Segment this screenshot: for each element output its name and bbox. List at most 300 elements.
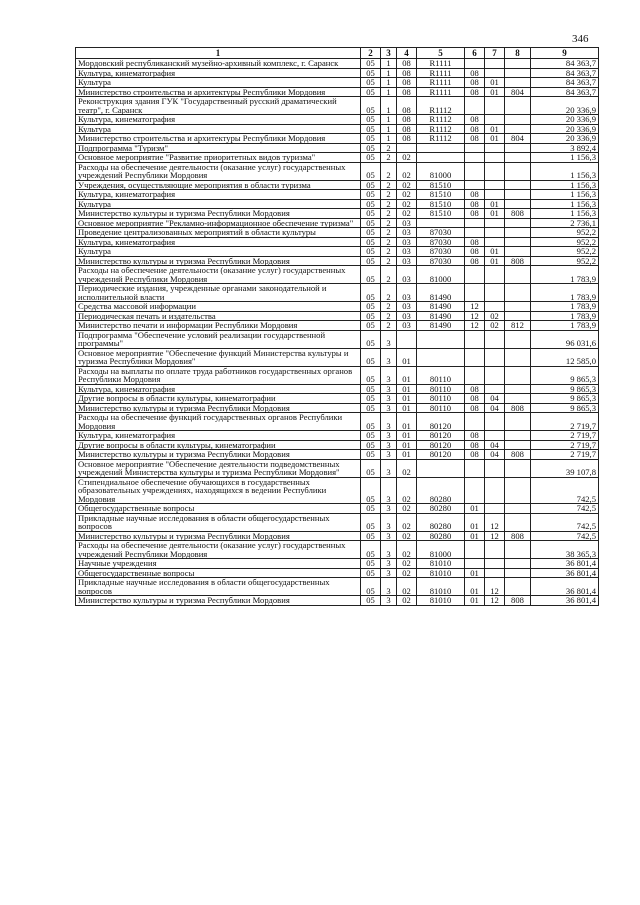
column-header: 6 — [465, 48, 485, 59]
code-col-8: 812 — [505, 321, 531, 331]
code-col-8 — [505, 218, 531, 228]
code-col-7 — [485, 284, 505, 302]
code-col-5: 80110 — [417, 394, 465, 404]
row-name: Общегосударственные вопросы — [76, 504, 361, 514]
row-name: Министерство культуры и туризма Республики Мордовия — [76, 256, 361, 266]
table-row — [76, 431, 599, 441]
table-row — [76, 504, 599, 514]
code-col-2: 05 — [361, 256, 381, 266]
code-col-6: 01 — [465, 513, 485, 531]
code-col-8 — [505, 143, 531, 153]
amount: 1 156,3 — [531, 180, 599, 190]
code-col-5: R1112 — [417, 97, 465, 115]
amount: 1 156,3 — [531, 153, 599, 163]
code-col-8 — [505, 541, 531, 559]
code-col-4: 02 — [397, 541, 417, 559]
row-name: Прикладные научные исследования в области общегосударственных вопросов — [76, 578, 361, 596]
code-col-3: 1 — [381, 124, 397, 134]
code-col-3: 3 — [381, 366, 397, 384]
code-col-2: 05 — [361, 284, 381, 302]
code-col-4: 02 — [397, 459, 417, 477]
amount: 96 031,6 — [531, 330, 599, 348]
code-col-3: 3 — [381, 459, 397, 477]
column-header: 1 — [76, 48, 361, 59]
code-col-5: 81510 — [417, 190, 465, 200]
code-col-8 — [505, 348, 531, 366]
table-row — [76, 459, 599, 477]
code-col-4: 02 — [397, 504, 417, 514]
budget-table — [75, 47, 599, 606]
code-col-4: 08 — [397, 87, 417, 97]
amount: 20 336,9 — [531, 124, 599, 134]
row-name: Расходы на обеспечение деятельности (оказание услуг) государственных учреждений Республики Мордовия — [76, 541, 361, 559]
amount: 1 156,3 — [531, 209, 599, 219]
table-row — [76, 247, 599, 257]
code-col-8 — [505, 97, 531, 115]
code-col-6 — [465, 143, 485, 153]
code-col-4: 01 — [397, 450, 417, 460]
code-col-8: 808 — [505, 531, 531, 541]
code-col-8: 804 — [505, 134, 531, 144]
code-col-5 — [417, 459, 465, 477]
column-header: 2 — [361, 48, 381, 59]
code-col-4: 01 — [397, 413, 417, 431]
code-col-3: 3 — [381, 330, 397, 348]
code-col-3: 3 — [381, 403, 397, 413]
row-name: Другие вопросы в области культуры, кинематографии — [76, 394, 361, 404]
code-col-8: 808 — [505, 209, 531, 219]
amount: 1 156,3 — [531, 199, 599, 209]
code-col-4: 02 — [397, 531, 417, 541]
code-col-2: 05 — [361, 162, 381, 180]
code-col-8 — [505, 302, 531, 312]
code-col-2: 05 — [361, 59, 381, 69]
code-col-8 — [505, 578, 531, 596]
code-col-4: 02 — [397, 513, 417, 531]
code-col-4: 08 — [397, 78, 417, 88]
code-col-2: 05 — [361, 237, 381, 247]
row-name: Проведение централизованных мероприятий в области культуры — [76, 228, 361, 238]
table-row — [76, 266, 599, 284]
code-col-3: 2 — [381, 311, 397, 321]
column-header: 8 — [505, 48, 531, 59]
code-col-4: 01 — [397, 384, 417, 394]
code-col-6: 08 — [465, 403, 485, 413]
amount: 12 585,0 — [531, 348, 599, 366]
code-col-3: 3 — [381, 596, 397, 606]
code-col-8 — [505, 78, 531, 88]
code-col-8 — [505, 568, 531, 578]
code-col-5: 81510 — [417, 199, 465, 209]
code-col-2: 05 — [361, 143, 381, 153]
code-col-3: 1 — [381, 78, 397, 88]
code-col-5 — [417, 348, 465, 366]
code-col-2: 05 — [361, 431, 381, 441]
code-col-8: 808 — [505, 256, 531, 266]
table-row — [76, 190, 599, 200]
row-name: Общегосударственные вопросы — [76, 568, 361, 578]
row-name: Расходы на обеспечение деятельности (оказание услуг) государственных учреждений Республики Мордовия — [76, 266, 361, 284]
code-col-4: 02 — [397, 477, 417, 504]
row-name: Основное мероприятие "Обеспечение деятельности подведомственных учреждений Министерства культуры и туризма Республики Мордовия" — [76, 459, 361, 477]
row-name: Периодическая печать и издательства — [76, 311, 361, 321]
code-col-4: 02 — [397, 199, 417, 209]
code-col-5: R1112 — [417, 115, 465, 125]
table-row — [76, 330, 599, 348]
row-name: Основное мероприятие "Рекламно-информационное обеспечение туризма" — [76, 218, 361, 228]
code-col-6 — [465, 330, 485, 348]
code-col-5: R1112 — [417, 134, 465, 144]
table-row — [76, 541, 599, 559]
code-col-3: 3 — [381, 568, 397, 578]
code-col-5: 81010 — [417, 559, 465, 569]
row-name: Научные учреждения — [76, 559, 361, 569]
amount: 742,5 — [531, 477, 599, 504]
code-col-4: 03 — [397, 311, 417, 321]
code-col-3: 3 — [381, 541, 397, 559]
code-col-5: 81010 — [417, 578, 465, 596]
code-col-4: 01 — [397, 348, 417, 366]
code-col-5: 81000 — [417, 541, 465, 559]
code-col-2: 05 — [361, 87, 381, 97]
amount: 2 719,7 — [531, 440, 599, 450]
code-col-6: 08 — [465, 78, 485, 88]
code-col-7: 01 — [485, 209, 505, 219]
row-name: Министерство культуры и туризма Республики Мордовия — [76, 531, 361, 541]
code-col-5 — [417, 143, 465, 153]
code-col-4: 08 — [397, 134, 417, 144]
code-col-5: R1111 — [417, 78, 465, 88]
code-col-5: 87030 — [417, 247, 465, 257]
code-col-6: 12 — [465, 311, 485, 321]
amount: 742,5 — [531, 531, 599, 541]
code-col-8 — [505, 513, 531, 531]
code-col-3: 1 — [381, 68, 397, 78]
code-col-6 — [465, 162, 485, 180]
code-col-5: R1111 — [417, 87, 465, 97]
code-col-4: 02 — [397, 190, 417, 200]
code-col-7: 01 — [485, 78, 505, 88]
code-col-6 — [465, 366, 485, 384]
code-col-6: 01 — [465, 596, 485, 606]
row-name: Культура, кинематография — [76, 384, 361, 394]
table-row — [76, 237, 599, 247]
code-col-3: 2 — [381, 284, 397, 302]
code-col-3: 2 — [381, 190, 397, 200]
code-col-6 — [465, 541, 485, 559]
row-name: Стипендиальное обеспечение обучающихся в государственных образовательных учреждениях, находящихся в ведении Республики Мордовия — [76, 477, 361, 504]
code-col-2: 05 — [361, 153, 381, 163]
code-col-2: 05 — [361, 403, 381, 413]
code-col-6: 08 — [465, 134, 485, 144]
amount: 952,2 — [531, 228, 599, 238]
code-col-7 — [485, 115, 505, 125]
code-col-2: 05 — [361, 190, 381, 200]
code-col-5: 81490 — [417, 311, 465, 321]
amount: 20 336,9 — [531, 97, 599, 115]
row-name: Министерство культуры и туризма Республики Мордовия — [76, 403, 361, 413]
code-col-3: 1 — [381, 115, 397, 125]
code-col-5: 81490 — [417, 284, 465, 302]
row-name: Культура, кинематография — [76, 115, 361, 125]
code-col-2: 05 — [361, 596, 381, 606]
amount: 1 783,9 — [531, 321, 599, 331]
code-col-7: 04 — [485, 440, 505, 450]
code-col-5: 80120 — [417, 431, 465, 441]
code-col-2: 05 — [361, 504, 381, 514]
table-row — [76, 59, 599, 69]
code-col-3: 2 — [381, 218, 397, 228]
code-col-6: 08 — [465, 68, 485, 78]
table-row — [76, 68, 599, 78]
code-col-5: 81010 — [417, 568, 465, 578]
page-number: 346 — [572, 33, 589, 45]
row-name: Министерство печати и информации Республики Мордовия — [76, 321, 361, 331]
row-name: Культура, кинематография — [76, 237, 361, 247]
row-name: Основное мероприятие "Развитие приоритетных видов туризма" — [76, 153, 361, 163]
row-name: Министерство культуры и туризма Республики Мордовия — [76, 209, 361, 219]
code-col-8 — [505, 394, 531, 404]
code-col-2: 05 — [361, 78, 381, 88]
amount: 742,5 — [531, 504, 599, 514]
code-col-6 — [465, 97, 485, 115]
table-row — [76, 115, 599, 125]
amount: 38 365,3 — [531, 541, 599, 559]
code-col-3: 1 — [381, 87, 397, 97]
code-col-7 — [485, 228, 505, 238]
code-col-6: 08 — [465, 431, 485, 441]
code-col-4: 02 — [397, 596, 417, 606]
code-col-8 — [505, 330, 531, 348]
code-col-6: 08 — [465, 124, 485, 134]
code-col-7: 01 — [485, 124, 505, 134]
row-name: Средства массовой информации — [76, 302, 361, 312]
code-col-7: 02 — [485, 311, 505, 321]
code-col-6: 08 — [465, 209, 485, 219]
code-col-7 — [485, 330, 505, 348]
code-col-5: 81490 — [417, 302, 465, 312]
code-col-6 — [465, 459, 485, 477]
code-col-8 — [505, 162, 531, 180]
code-col-8: 808 — [505, 596, 531, 606]
code-col-3: 3 — [381, 477, 397, 504]
amount: 9 865,3 — [531, 366, 599, 384]
code-col-8 — [505, 247, 531, 257]
table-row — [76, 78, 599, 88]
code-col-8 — [505, 431, 531, 441]
code-col-8: 808 — [505, 403, 531, 413]
code-col-4: 03 — [397, 247, 417, 257]
code-col-3: 3 — [381, 578, 397, 596]
amount: 1 783,9 — [531, 302, 599, 312]
row-name: Культура, кинематография — [76, 190, 361, 200]
row-name: Подпрограмма "Обеспечение условий реализации государственной программы" — [76, 330, 361, 348]
code-col-8 — [505, 413, 531, 431]
code-col-3: 3 — [381, 531, 397, 541]
code-col-2: 05 — [361, 97, 381, 115]
header-row — [76, 48, 599, 59]
code-col-2: 05 — [361, 440, 381, 450]
code-col-6 — [465, 228, 485, 238]
code-col-3: 3 — [381, 440, 397, 450]
code-col-6 — [465, 266, 485, 284]
code-col-8 — [505, 190, 531, 200]
code-col-2: 05 — [361, 394, 381, 404]
row-name: Прикладные научные исследования в области общегосударственных вопросов — [76, 513, 361, 531]
code-col-7 — [485, 97, 505, 115]
column-header: 7 — [485, 48, 505, 59]
code-col-6: 08 — [465, 450, 485, 460]
code-col-3: 1 — [381, 134, 397, 144]
code-col-7: 04 — [485, 450, 505, 460]
code-col-3: 2 — [381, 266, 397, 284]
code-col-8 — [505, 153, 531, 163]
table-row — [76, 284, 599, 302]
code-col-7 — [485, 366, 505, 384]
code-col-2: 05 — [361, 209, 381, 219]
table-row — [76, 513, 599, 531]
code-col-6 — [465, 348, 485, 366]
code-col-3: 3 — [381, 513, 397, 531]
code-col-7: 01 — [485, 256, 505, 266]
table-row — [76, 366, 599, 384]
table-row — [76, 302, 599, 312]
code-col-7 — [485, 431, 505, 441]
code-col-6: 08 — [465, 87, 485, 97]
code-col-2: 05 — [361, 477, 381, 504]
code-col-7 — [485, 477, 505, 504]
code-col-4: 02 — [397, 180, 417, 190]
code-col-6: 08 — [465, 440, 485, 450]
code-col-8 — [505, 366, 531, 384]
code-col-4: 03 — [397, 218, 417, 228]
code-col-3: 3 — [381, 431, 397, 441]
code-col-2: 05 — [361, 531, 381, 541]
code-col-2: 05 — [361, 459, 381, 477]
row-name: Периодические издания, учрежденные органами законодательной и исполнительной власти — [76, 284, 361, 302]
amount: 84 363,7 — [531, 59, 599, 69]
code-col-4: 03 — [397, 237, 417, 247]
table-row — [76, 413, 599, 431]
code-col-3: 3 — [381, 384, 397, 394]
code-col-2: 05 — [361, 321, 381, 331]
code-col-6 — [465, 284, 485, 302]
code-col-2: 05 — [361, 541, 381, 559]
code-col-5: R1112 — [417, 124, 465, 134]
row-name: Культура, кинематография — [76, 431, 361, 441]
code-col-3: 3 — [381, 394, 397, 404]
code-col-5: 80280 — [417, 531, 465, 541]
code-col-2: 05 — [361, 115, 381, 125]
code-col-3: 1 — [381, 59, 397, 69]
code-col-6: 12 — [465, 321, 485, 331]
amount: 20 336,9 — [531, 134, 599, 144]
code-col-7: 01 — [485, 199, 505, 209]
code-col-6 — [465, 477, 485, 504]
row-name: Культура — [76, 124, 361, 134]
row-name: Культура — [76, 78, 361, 88]
code-col-7 — [485, 504, 505, 514]
row-name: Основное мероприятие "Обеспечение функций Министерства культуры и туризма Республики Мордовия" — [76, 348, 361, 366]
code-col-3: 3 — [381, 559, 397, 569]
code-col-4: 02 — [397, 153, 417, 163]
code-col-7 — [485, 348, 505, 366]
code-col-4: 03 — [397, 284, 417, 302]
row-name: Учреждения, осуществляющие мероприятия в области туризма — [76, 180, 361, 190]
amount: 36 801,4 — [531, 559, 599, 569]
amount: 84 363,7 — [531, 78, 599, 88]
code-col-2: 05 — [361, 266, 381, 284]
code-col-3: 1 — [381, 97, 397, 115]
code-col-2: 05 — [361, 578, 381, 596]
code-col-4: 01 — [397, 431, 417, 441]
code-col-6: 08 — [465, 394, 485, 404]
amount: 39 107,8 — [531, 459, 599, 477]
code-col-2: 05 — [361, 199, 381, 209]
amount: 2 736,1 — [531, 218, 599, 228]
code-col-4: 02 — [397, 559, 417, 569]
amount: 1 783,9 — [531, 284, 599, 302]
code-col-5: 81010 — [417, 596, 465, 606]
code-col-7 — [485, 459, 505, 477]
code-col-6: 08 — [465, 199, 485, 209]
amount: 1 156,3 — [531, 190, 599, 200]
table-body — [76, 59, 599, 606]
code-col-5: 87030 — [417, 237, 465, 247]
code-col-7 — [485, 190, 505, 200]
code-col-8 — [505, 228, 531, 238]
code-col-6: 08 — [465, 190, 485, 200]
code-col-3: 2 — [381, 199, 397, 209]
code-col-8 — [505, 459, 531, 477]
code-col-8 — [505, 68, 531, 78]
code-col-7: 12 — [485, 578, 505, 596]
code-col-5: 80120 — [417, 450, 465, 460]
amount: 952,2 — [531, 256, 599, 266]
amount: 9 865,3 — [531, 403, 599, 413]
table-row — [76, 394, 599, 404]
code-col-7: 12 — [485, 513, 505, 531]
amount: 1 783,9 — [531, 266, 599, 284]
row-name: Расходы на выплаты по оплате труда работников государственных органов Республики Мордовия — [76, 366, 361, 384]
column-header: 5 — [417, 48, 465, 59]
amount: 2 719,7 — [531, 450, 599, 460]
code-col-7 — [485, 153, 505, 163]
code-col-7 — [485, 413, 505, 431]
code-col-4: 08 — [397, 68, 417, 78]
row-name: Другие вопросы в области культуры, кинематографии — [76, 440, 361, 450]
amount: 9 865,3 — [531, 394, 599, 404]
table-row — [76, 153, 599, 163]
code-col-6: 01 — [465, 578, 485, 596]
code-col-4: 01 — [397, 394, 417, 404]
row-name: Министерство культуры и туризма Республики Мордовия — [76, 450, 361, 460]
code-col-4: 02 — [397, 568, 417, 578]
code-col-5 — [417, 330, 465, 348]
code-col-2: 05 — [361, 218, 381, 228]
code-col-2: 05 — [361, 68, 381, 78]
code-col-8 — [505, 115, 531, 125]
column-header: 3 — [381, 48, 397, 59]
code-col-4: 02 — [397, 578, 417, 596]
amount: 36 801,4 — [531, 578, 599, 596]
code-col-3: 3 — [381, 504, 397, 514]
code-col-2: 05 — [361, 180, 381, 190]
code-col-4 — [397, 330, 417, 348]
table-row — [76, 578, 599, 596]
code-col-8 — [505, 266, 531, 284]
amount: 742,5 — [531, 513, 599, 531]
